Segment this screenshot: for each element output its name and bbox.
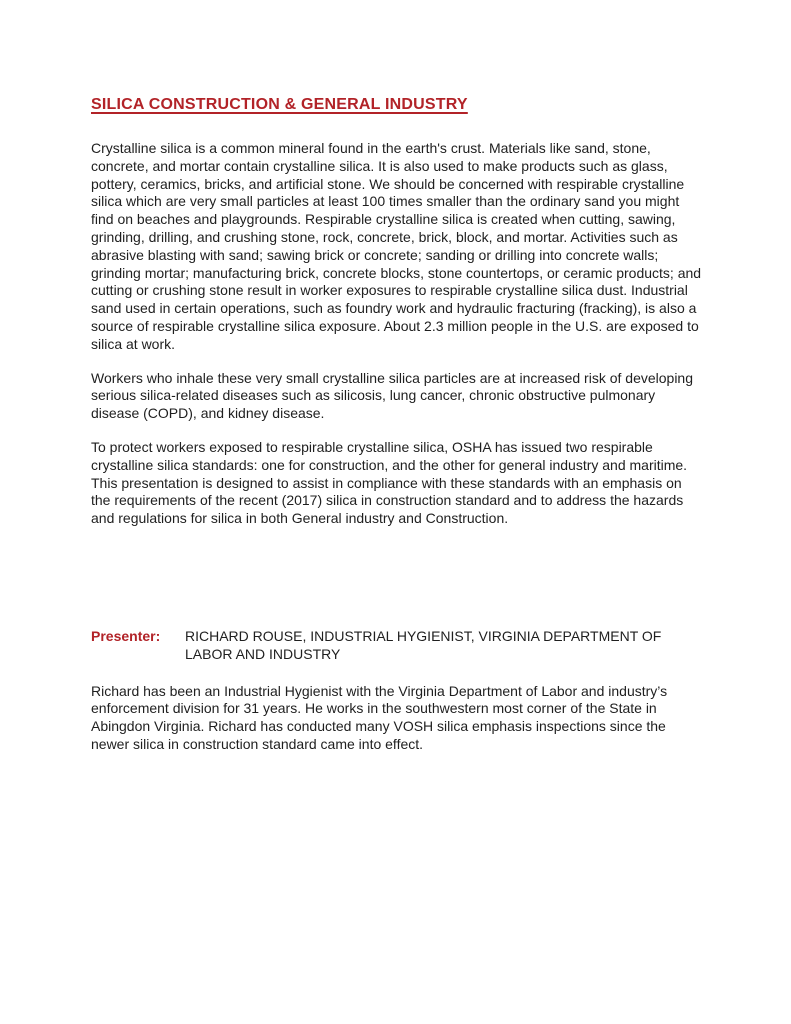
- presenter-bio-paragraph: Richard has been an Industrial Hygienist with the Virginia Department of Labor and industry’s enforcement division for 31 years. He works in the southwestern most corner of the State in Abingdon Virginia. Richard has conducted many VOSH silica emphasis inspections since the newer silica in construction standard came into effect.: [91, 682, 668, 752]
- presenter-row: [91, 628, 704, 664]
- intro-paragraph: Crystalline silica is a common mineral found in the earth's crust. Materials like sand, stone, concrete, and mortar contain crystalline silica. It is also used to make products such as glass, pottery, ceramics, bricks, and artificial stone. We should be concerned with respirable crystalline silica which are very small particles at least 100 times smaller than the ordinary sand you might find on beaches and playgrounds. Respirable crystalline silica is created when cutting, sawing, grinding, drilling, and crushing stone, rock, concrete, brick, block, and mortar. Activities such as abrasive blasting with sand; sawing brick or concrete; sanding or drilling into concrete walls; grinding mortar; manufacturing brick, concrete blocks, stone countertops, or ceramic products; and cutting or crushing stone result in worker exposures to respirable crystalline silica dust. Industrial sand used in certain operations, such as foundry work and hydraulic fracturing (fracking), is also a source of respirable crystalline silica exposure. About 2.3 million people in the U.S. are exposed to silica at work.: [91, 140, 702, 352]
- health-risks-paragraph: Workers who inhale these very small crystalline silica particles are at increased risk of developing serious silica-related diseases such as silicosis, lung cancer, chronic obstructive pulmonary disease (COPD), and kidney disease.: [91, 369, 693, 422]
- presenter-name: RICHARD ROUSE, INDUSTRIAL HYGIENIST, VIRGINIA DEPARTMENT OF LABOR AND INDUSTRY: [185, 627, 662, 662]
- page-title: SILICA CONSTRUCTION & GENERAL INDUSTRY: [91, 96, 468, 113]
- document-content: [91, 95, 704, 754]
- presenter-label: Presenter:: [91, 627, 161, 644]
- osha-standards-paragraph: To protect workers exposed to respirable crystalline silica, OSHA has issued two respirable crystalline silica standards: one for construction, and the other for general industry and maritime. This presentation is designed to assist in compliance with these standards with an emphasis on the requirements of the recent (2017) silica in construction standard and to address the hazards and regulations for silica in both General industry and Construction.: [91, 438, 688, 527]
